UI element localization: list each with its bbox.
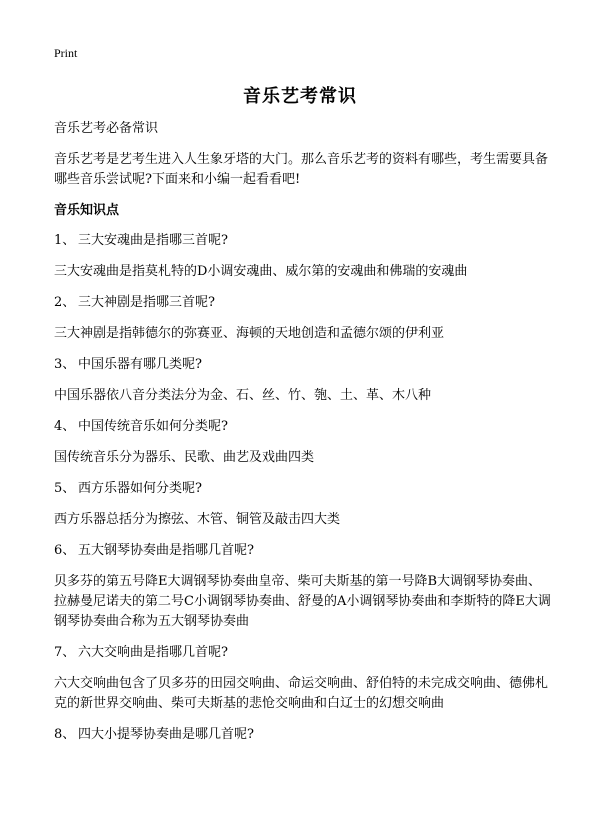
page-title: 音乐艺考常识	[243, 86, 357, 107]
answer-7: 六大交响曲包含了贝多芬的田园交响曲、命运交响曲、舒伯特的未完成交响曲、德佛札克的新世界交响曲、柴可夫斯基的悲怆交响曲和白辽士的幻想交响曲	[54, 676, 549, 711]
question-5	[54, 479, 554, 499]
question-text: 西方乐器如何分类呢?	[78, 481, 202, 496]
question-text: 五大钢琴协奏曲是指哪几首呢?	[78, 543, 254, 558]
intro-paragraph: 音乐艺考是艺考生进入人生象牙塔的大门。那么音乐艺考的资料有哪些，考生需要具备哪些音乐尝试呢?下面来和小编一起看看吧!	[54, 152, 549, 187]
question-number: 5、	[54, 481, 76, 496]
question-text: 三大安魂曲是指哪三首呢?	[78, 233, 228, 248]
section-heading: 音乐知识点	[54, 203, 120, 218]
question-number: 4、	[54, 419, 76, 434]
question-number: 2、	[54, 295, 76, 310]
question-2	[54, 293, 554, 313]
question-number: 7、	[54, 645, 76, 660]
question-text: 三大神剧是指哪三首呢?	[78, 295, 215, 310]
question-text: 中国乐器有哪几类呢?	[78, 357, 202, 372]
document-body	[54, 119, 554, 756]
question-4	[54, 417, 554, 437]
answer-5: 西方乐器总括分为擦弦、木管、铜管及敲击四大类	[54, 512, 341, 527]
print-label: Print	[54, 46, 78, 60]
question-text: 四大小提琴协奏曲是哪几首呢?	[78, 727, 254, 742]
answer-1: 三大安魂曲是指莫札特的D小调安魂曲、威尔第的安魂曲和佛瑞的安魂曲	[54, 264, 468, 279]
document-subtitle: 音乐艺考必备常识	[54, 121, 159, 136]
question-8	[54, 725, 554, 745]
question-number: 6、	[54, 543, 76, 558]
answer-3: 中国乐器依八音分类法分为金、石、丝、竹、匏、土、革、木八种	[54, 388, 432, 403]
answer-6: 贝多芬的第五号降E大调钢琴协奏曲皇帝、柴可夫斯基的第一号降B大调钢琴协奏曲、拉赫曼尼诺夫的第二号C小调钢琴协奏曲、舒曼的A小调钢琴协奏曲和李斯特的降E大调钢琴协奏曲合称为五大钢琴协奏曲	[54, 574, 551, 629]
question-6	[54, 541, 554, 561]
question-number: 3、	[54, 357, 76, 372]
question-text: 中国传统音乐如何分类呢?	[78, 419, 228, 434]
question-3	[54, 355, 554, 375]
question-7	[54, 643, 554, 663]
question-text: 六大交响曲是指哪几首呢?	[78, 645, 228, 660]
answer-2: 三大神剧是指韩德尔的弥赛亚、海顿的天地创造和孟德尔颂的伊利亚	[54, 326, 445, 341]
question-number: 8、	[54, 727, 76, 742]
answer-4: 国传统音乐分为器乐、民歌、曲艺及戏曲四类	[54, 450, 315, 465]
question-1	[54, 231, 554, 251]
question-number: 1、	[54, 233, 76, 248]
